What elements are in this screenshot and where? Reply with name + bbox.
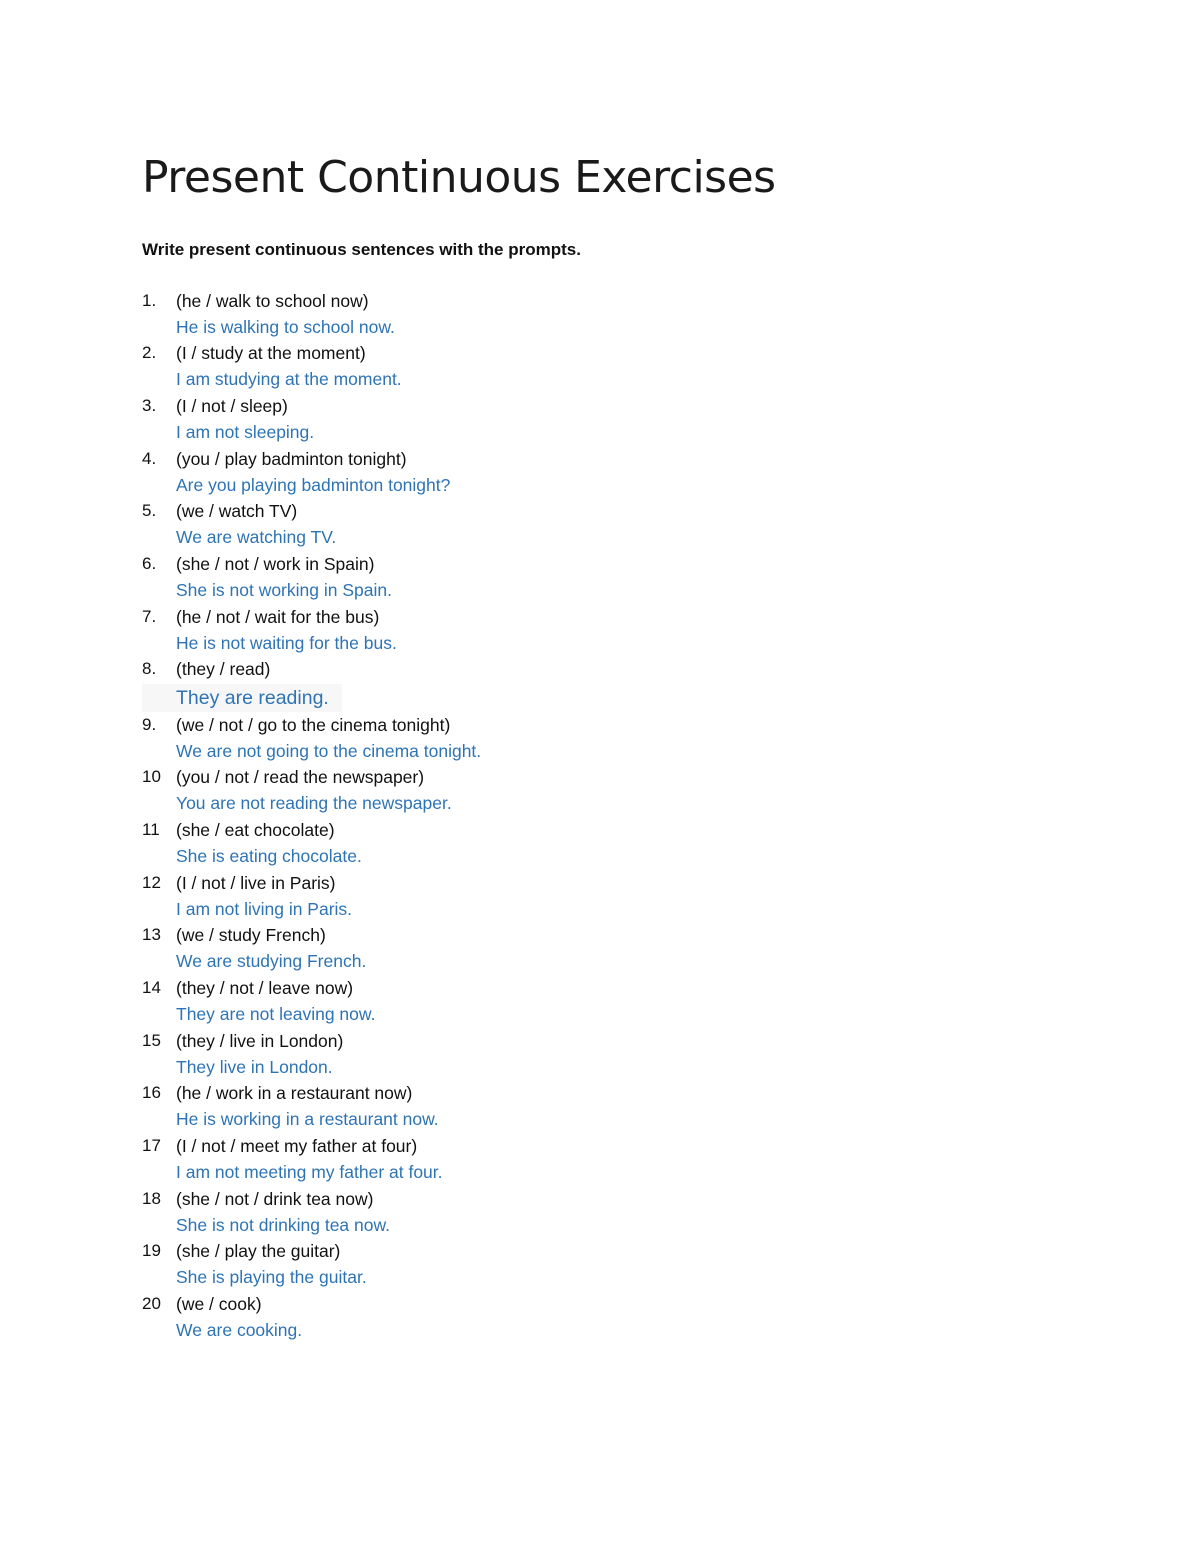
- exercise-item-8: [142, 656, 842, 708]
- prompt: (she / play the guitar): [176, 1241, 341, 1261]
- answer: We are not going to the cinema tonight.: [176, 741, 482, 761]
- item-number: 18: [142, 1189, 161, 1208]
- page-title: Present Continuous Exercises: [142, 152, 776, 203]
- exercise-item-19: [142, 1238, 842, 1290]
- exercise-item-3: [142, 393, 842, 445]
- prompt: (they / read): [176, 659, 271, 679]
- answer: We are studying French.: [176, 951, 367, 971]
- item-number: 5.: [142, 501, 157, 520]
- prompt: (I / not / live in Paris): [176, 873, 336, 893]
- item-number: 12: [142, 873, 161, 892]
- exercise-item-7: [142, 604, 842, 656]
- item-number: 19: [142, 1241, 161, 1260]
- prompt: (we / study French): [176, 925, 326, 945]
- prompt: (he / work in a restaurant now): [176, 1083, 413, 1103]
- exercise-item-9: [142, 712, 842, 764]
- prompt: (he / walk to school now): [176, 291, 369, 311]
- answer: She is eating chocolate.: [176, 846, 362, 866]
- item-number: 6.: [142, 554, 157, 573]
- item-number: 15: [142, 1031, 161, 1050]
- answer: She is not drinking tea now.: [176, 1215, 391, 1235]
- prompt: (we / cook): [176, 1294, 262, 1314]
- item-number: 13: [142, 925, 161, 944]
- exercise-item-11: [142, 817, 842, 869]
- prompt: (we / watch TV): [176, 501, 298, 521]
- item-number: 2.: [142, 343, 157, 362]
- exercise-item-2: [142, 340, 842, 392]
- answer: Are you playing badminton tonight?: [176, 475, 451, 495]
- answer: I am not living in Paris.: [176, 899, 353, 919]
- item-number: 17: [142, 1136, 161, 1155]
- item-number: 14: [142, 978, 161, 997]
- item-number: 4.: [142, 449, 157, 468]
- exercise-item-16: [142, 1080, 842, 1132]
- exercise-item-5: [142, 498, 842, 550]
- prompt: (you / play badminton tonight): [176, 449, 407, 469]
- item-number: 7.: [142, 607, 157, 626]
- item-number: 8.: [142, 659, 157, 678]
- item-number: 16: [142, 1083, 161, 1102]
- instructions: Write present continuous sentences with the prompts.: [142, 240, 581, 259]
- item-number: 9.: [142, 715, 157, 734]
- prompt: (she / not / work in Spain): [176, 554, 375, 574]
- prompt: (you / not / read the newspaper): [176, 767, 425, 787]
- answer: They live in London.: [176, 1057, 333, 1077]
- prompt: (she / not / drink tea now): [176, 1189, 374, 1209]
- item-number: 1.: [142, 291, 157, 310]
- exercise-item-6: [142, 551, 842, 603]
- prompt: (I / not / meet my father at four): [176, 1136, 418, 1156]
- exercise-item-18: [142, 1186, 842, 1238]
- exercise-item-4: [142, 446, 842, 498]
- exercise-item-17: [142, 1133, 842, 1185]
- item-number: 11: [142, 820, 160, 839]
- answer: He is working in a restaurant now.: [176, 1109, 439, 1129]
- answer: She is playing the guitar.: [176, 1267, 367, 1287]
- exercise-item-20: [142, 1291, 842, 1343]
- answer: She is not working in Spain.: [176, 580, 392, 600]
- answer: They are not leaving now.: [176, 1004, 376, 1024]
- prompt: (we / not / go to the cinema tonight): [176, 715, 451, 735]
- exercise-item-13: [142, 922, 842, 974]
- item-number: 3.: [142, 396, 157, 415]
- answer: We are watching TV.: [176, 527, 337, 547]
- prompt: (she / eat chocolate): [176, 820, 335, 840]
- prompt: (they / live in London): [176, 1031, 344, 1051]
- item-number: 20: [142, 1294, 161, 1313]
- answer: I am not meeting my father at four.: [176, 1162, 443, 1182]
- exercise-item-12: [142, 870, 842, 922]
- prompt: (I / not / sleep): [176, 396, 288, 416]
- exercise-item-10: [142, 764, 842, 816]
- exercise-item-14: [142, 975, 842, 1027]
- answer: We are cooking.: [176, 1320, 303, 1340]
- prompt: (I / study at the moment): [176, 343, 366, 363]
- prompt: (he / not / wait for the bus): [176, 607, 380, 627]
- answer: You are not reading the newspaper.: [176, 793, 452, 813]
- answer: He is not waiting for the bus.: [176, 633, 397, 653]
- item-number: 10: [142, 767, 161, 786]
- exercise-item-15: [142, 1028, 842, 1080]
- answer-highlighted: They are reading.: [142, 684, 342, 712]
- answer: He is walking to school now.: [176, 317, 395, 337]
- exercise-item-1: [142, 288, 842, 340]
- answer: I am not sleeping.: [176, 422, 315, 442]
- prompt: (they / not / leave now): [176, 978, 354, 998]
- answer: I am studying at the moment.: [176, 369, 402, 389]
